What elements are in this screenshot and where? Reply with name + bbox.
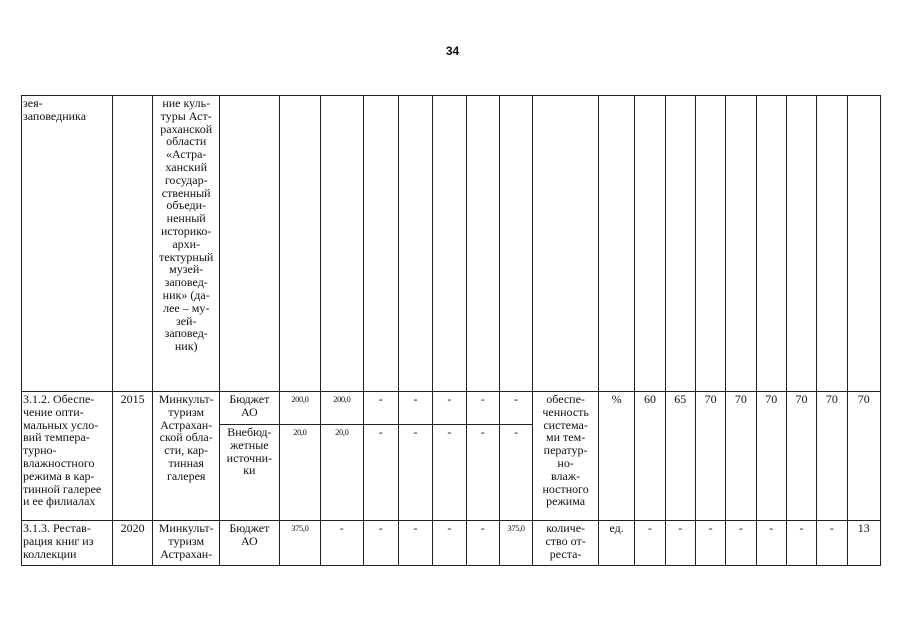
- value-cell: -: [756, 521, 786, 566]
- year-2018-cell: -: [433, 392, 466, 425]
- value-cell: [726, 96, 756, 392]
- value-cell: [695, 96, 725, 392]
- value-cell: [665, 96, 695, 392]
- value-cell: -: [786, 521, 816, 566]
- year-2018-cell: -: [433, 521, 466, 566]
- executor-cell: Минкульт- туризм Астрахан- ской обла- сти, кар- тинная галерея: [153, 392, 220, 521]
- activity-name-cell: зея- заповедника: [22, 96, 113, 392]
- total-cell: 20,0: [279, 425, 320, 521]
- source-cell: Бюджет АО: [220, 392, 280, 425]
- year-2016-cell: -: [363, 392, 398, 425]
- year-2019-cell: -: [466, 392, 499, 425]
- source-cell: Внебюд- жетные источни- ки: [220, 425, 280, 521]
- year-cell: 2020: [112, 521, 152, 566]
- value-cell: 70: [786, 392, 816, 521]
- value-cell: 70: [695, 392, 725, 521]
- activity-name-cell: 3.1.2. Обеспе- чение опти- мальных усло- вий темпера- турно- влажностного режима в кар- тинной галерее и ее филиалах: [22, 392, 113, 521]
- year-2020-cell: -: [499, 392, 532, 425]
- total-cell: 200,0: [279, 392, 320, 425]
- year-2016-cell: [363, 96, 398, 392]
- value-cell: 70: [817, 392, 847, 521]
- year-2019-cell: -: [466, 521, 499, 566]
- executor-cell: ние куль- туры Аст- раханской области «Астра- ханский государ- ственный объеди- ненный историко- архи- тектурный музей- заповед- ник» (да- лее – му- зей- заповед- ник): [153, 96, 220, 392]
- value-cell: [786, 96, 816, 392]
- unit-cell: [598, 96, 634, 392]
- year-2015-cell: -: [321, 521, 363, 566]
- indicator-cell: обеспе- ченность система- ми тем- ператур- но- влаж- ностного режима: [533, 392, 599, 521]
- year-2017-cell: -: [398, 392, 432, 425]
- value-cell: -: [665, 521, 695, 566]
- table-row: [22, 96, 881, 392]
- value-cell: 70: [756, 392, 786, 521]
- value-cell: 60: [635, 392, 665, 521]
- source-cell: Бюджет АО: [220, 521, 280, 566]
- unit-cell: %: [598, 392, 634, 521]
- value-cell: 65: [665, 392, 695, 521]
- value-cell: -: [635, 521, 665, 566]
- value-cell: [756, 96, 786, 392]
- year-2019-cell: -: [466, 425, 499, 521]
- year-2015-cell: 20,0: [321, 425, 363, 521]
- year-2020-cell: -: [499, 425, 532, 521]
- year-2018-cell: [433, 96, 466, 392]
- table-row: [22, 521, 881, 566]
- value-cell: [847, 96, 880, 392]
- value-cell: 70: [847, 392, 880, 521]
- unit-cell: ед.: [598, 521, 634, 566]
- value-cell: -: [817, 521, 847, 566]
- year-2017-cell: -: [398, 521, 432, 566]
- indicator-cell: количе- ство от- реста-: [533, 521, 599, 566]
- value-cell: [817, 96, 847, 392]
- year-2016-cell: -: [363, 425, 398, 521]
- year-2017-cell: [398, 96, 432, 392]
- value-cell: [635, 96, 665, 392]
- year-2018-cell: -: [433, 425, 466, 521]
- total-cell: [279, 96, 320, 392]
- page-number: 34: [445, 44, 460, 58]
- value-cell: 70: [726, 392, 756, 521]
- year-2020-cell: [499, 96, 532, 392]
- year-2020-cell: 375,0: [499, 521, 532, 566]
- total-cell: 375,0: [279, 521, 320, 566]
- value-cell: -: [726, 521, 756, 566]
- year-2019-cell: [466, 96, 499, 392]
- year-cell: 2015: [112, 392, 152, 521]
- year-2015-cell: 200,0: [321, 392, 363, 425]
- table-row: [22, 392, 881, 425]
- value-cell: 13: [847, 521, 880, 566]
- value-cell: -: [695, 521, 725, 566]
- source-cell: [220, 96, 280, 392]
- indicator-cell: [533, 96, 599, 392]
- year-2015-cell: [321, 96, 363, 392]
- year-2017-cell: -: [398, 425, 432, 521]
- executor-cell: Минкульт- туризм Астрахан-: [153, 521, 220, 566]
- year-2016-cell: -: [363, 521, 398, 566]
- activity-name-cell: 3.1.3. Рестав- рация книг из коллекции: [22, 521, 113, 566]
- year-cell: [112, 96, 152, 392]
- program-activities-table: [21, 95, 881, 566]
